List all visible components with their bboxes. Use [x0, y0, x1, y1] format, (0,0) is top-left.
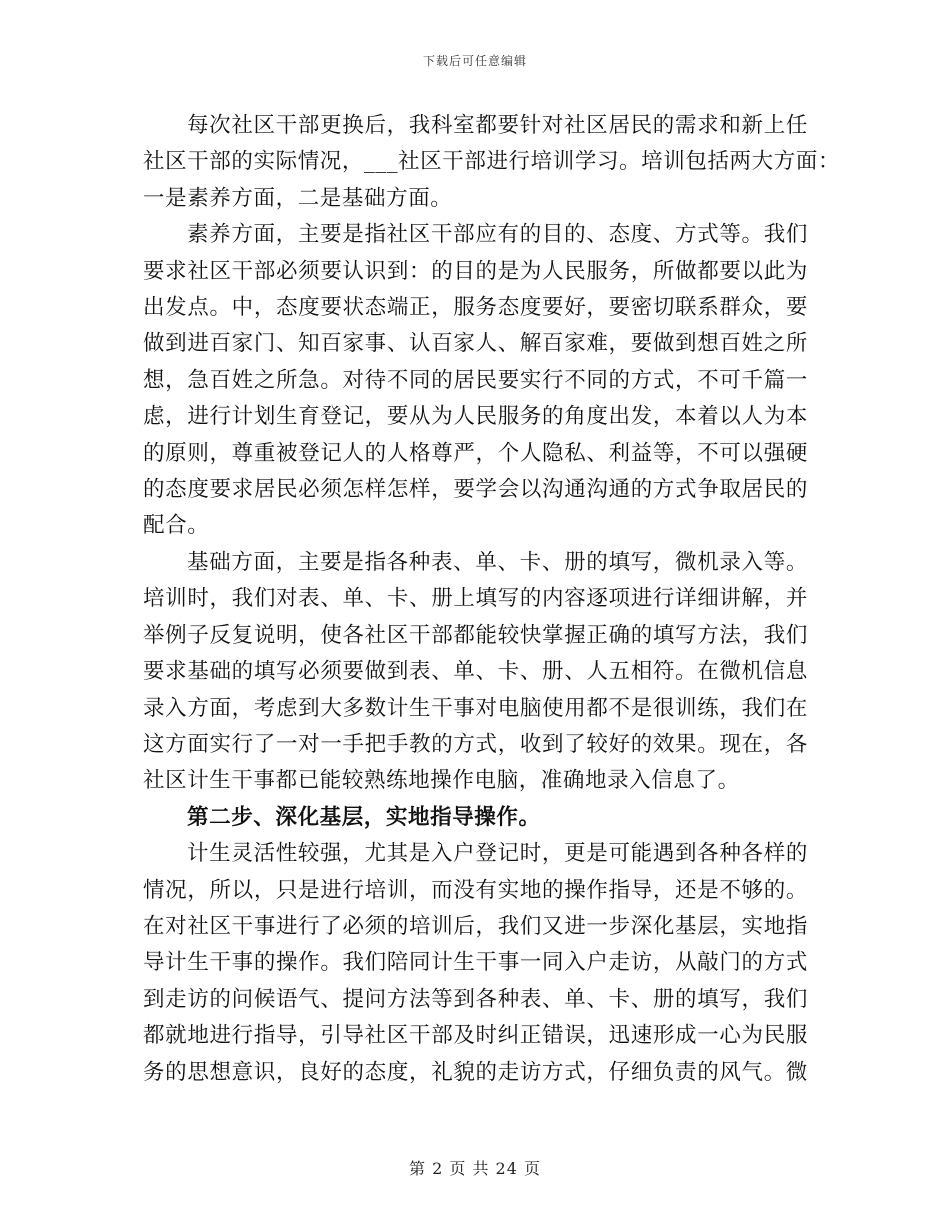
text-line: 情况，所以，只是进行培训，而没有实地的操作指导，还是不够的。 [143, 877, 808, 903]
text-line: 社区干部的实际情况，___社区干部进行培训学习。培训包括两大方面： [143, 149, 841, 175]
text-line: 务的思想意识，良好的态度，礼貌的走访方式，仔细负责的风气。微 [143, 1059, 808, 1085]
text-line: 到走访的问候语气、提问方法等到各种表、单、卡、册的填写，我们 [143, 986, 808, 1012]
text-line: 基础方面，主要是指各种表、单、卡、册的填写，微机录入等。 [187, 549, 808, 575]
text-line: 的态度要求居民必须怎样怎样，要学会以沟通沟通的方式争取居民的 [143, 477, 808, 503]
text-line: 导计生干事的操作。我们陪同计生干事一同入户走访，从敲门的方式 [143, 950, 808, 976]
text-line: 在对社区干事进行了必须的培训后，我们又进一步深化基层，实地指 [143, 913, 808, 939]
text-line: 出发点。中，态度要状态端正，服务态度要好，要密切联系群众，要 [143, 295, 808, 321]
text-line: 这方面实行了一对一手把手教的方式，收到了较好的效果。现在，各 [143, 731, 808, 757]
text-line: 的原则，尊重被登记人的人格尊严，个人隐私、利益等，不可以强硬 [143, 440, 808, 466]
text-line: 培训时，我们对表、单、卡、册上填写的内容逐项进行详细讲解，并 [143, 586, 808, 612]
document-body [143, 108, 841, 1091]
text-line: 社区计生干事都已能较熟练地操作电脑，准确地录入信息了。 [143, 768, 740, 794]
page-header: 下载后可任意编辑 [422, 54, 527, 68]
page-number: 第 2 页 共 24 页 [409, 1159, 541, 1178]
text-line: 计生灵活性较强，尤其是入户登记时，更是可能遇到各种各样的 [187, 841, 808, 867]
text-line: 想，急百姓之所急。对待不同的居民要实行不同的方式，不可千篇一 [143, 367, 808, 393]
text-line: 举例子反复说明，使各社区干部都能较快掌握正确的填写方法，我们 [143, 622, 808, 648]
text-line: 一是素养方面，二是基础方面。 [143, 185, 453, 211]
text-line: 每次社区干部更换后，我科室都要针对社区居民的需求和新上任 [187, 113, 808, 138]
text-line: 都就地进行指导，引导社区干部及时纠正错误，迅速形成一心为民服 [143, 1023, 808, 1049]
text-line: 素养方面，主要是指社区干部应有的目的、态度、方式等。我们 [187, 222, 808, 248]
section-heading: 第二步、深化基层，实地指导操作。 [187, 804, 541, 830]
text-line: 录入方面，考虑到大多数计生干事对电脑使用都不是很训练，我们在 [143, 695, 808, 721]
text-line: 要求基础的填写必须要做到表、单、卡、册、人五相符。在微机信息 [143, 659, 808, 685]
text-line: 做到进百家门、知百家事、认百家人、解百家难，要做到想百姓之所 [143, 331, 808, 357]
text-line: 虑，进行计划生育登记，要从为人民服务的角度出发，本着以人为本 [143, 404, 808, 430]
text-line: 配合。 [143, 513, 210, 539]
text-line: 要求社区干部必须要认识到：的目的是为人民服务，所做都要以此为 [143, 258, 808, 284]
